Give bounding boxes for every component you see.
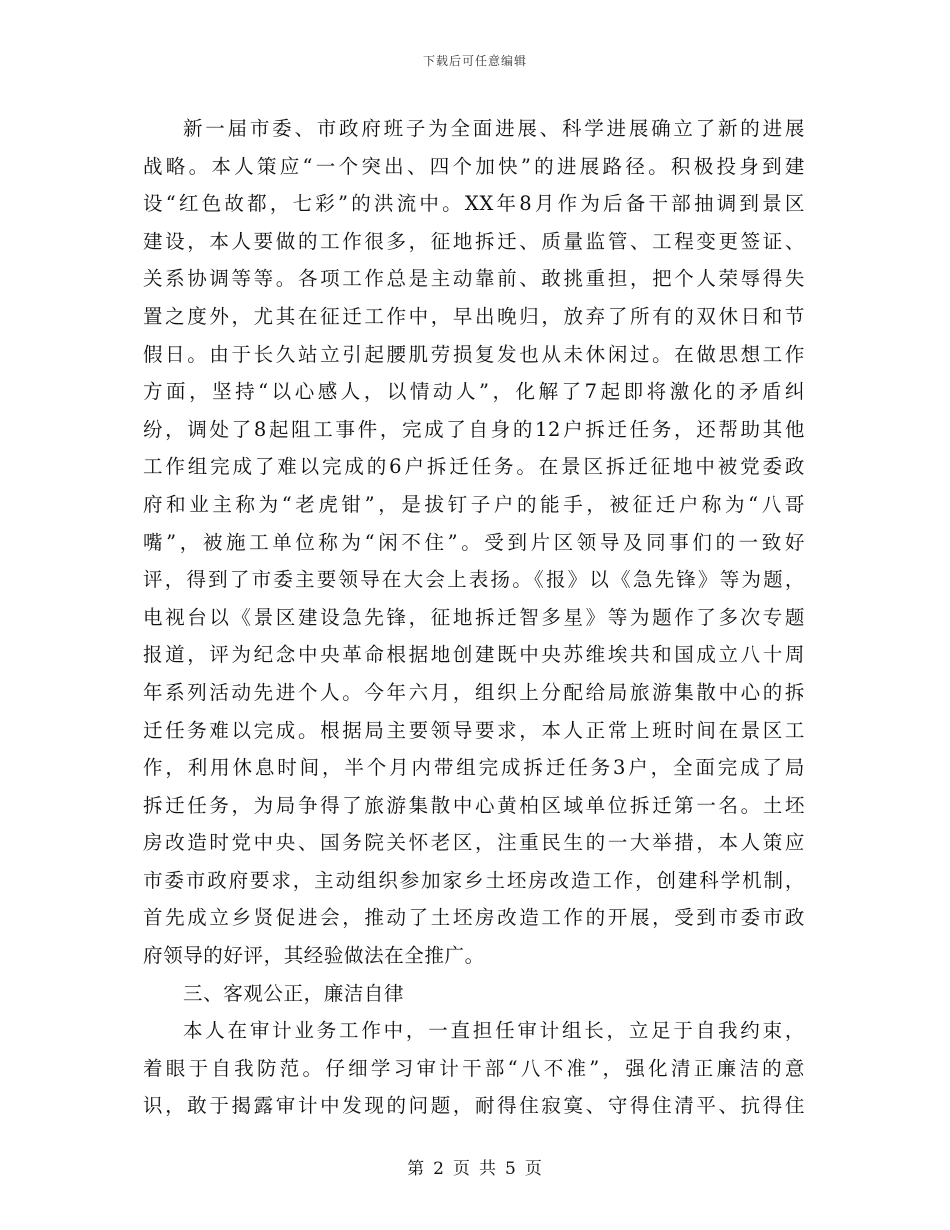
total-page-number: 5 xyxy=(505,1159,517,1179)
text-line: 拆迁任务，为局争得了旅游集散中心黄柏区域单位拆迁第一名。土坯 xyxy=(143,793,805,817)
current-page-number: 2 xyxy=(433,1159,445,1179)
text-line: 本人在审计业务工作中，一直担任审计组长，立足于自我约束， xyxy=(183,1019,805,1043)
text-line: 方面，坚持“以心感人，以情动人”，化解了7起即将激化的矛盾纠 xyxy=(143,380,805,404)
text-line: 建设，本人要做的工作很多，征地拆迁、质量监管、工程变更签证、 xyxy=(143,229,805,253)
text-line: 年系列活动先进个人。今年六月，组织上分配给局旅游集散中心的拆 xyxy=(143,680,805,704)
text-line: 电视台以《景区建设急先锋，征地拆迁智多星》等为题作了多次专题 xyxy=(143,605,805,629)
text-line: 府领导的好评，其经验做法在全推广。 xyxy=(143,944,485,968)
text-line: 首先成立乡贤促进会，推动了土坯房改造工作的开展，受到市委市政 xyxy=(143,906,805,930)
text-line: 工作组完成了难以完成的6户拆迁任务。在景区拆迁征地中被党委政 xyxy=(143,455,805,479)
paragraph-1 xyxy=(143,110,805,975)
text-line: 假日。由于长久站立引起腰肌劳损复发也从未休闲过。在做思想工作 xyxy=(143,342,805,366)
footer-total-label: 共 xyxy=(479,1159,497,1179)
text-line: 迁任务难以完成。根据局主要领导要求，本人正常上班时间在景区工 xyxy=(143,718,805,742)
text-line: 关系协调等等。各项工作总是主动靠前、敢挑重担，把个人荣辱得失 xyxy=(143,267,805,291)
section-heading: 三、客观公正，廉洁自律 xyxy=(183,981,405,1005)
text-line: 纷，调处了8起阻工事件，完成了自身的12户拆迁任务，还帮助其他 xyxy=(143,417,805,441)
document-body xyxy=(143,110,805,1125)
text-line: 评，得到了市委主要领导在大会上表扬。《报》以《急先锋》等为题， xyxy=(143,568,805,592)
paragraph-2 xyxy=(143,1012,805,1125)
text-line: 房改造时党中央、国务院关怀老区，注重民生的一大举措，本人策应 xyxy=(143,831,805,855)
text-line: 作，利用休息时间，半个月内带组完成拆迁任务3户，全面完成了局 xyxy=(143,756,805,780)
footer-suffix: 页 xyxy=(524,1159,543,1179)
text-line: 嘴”，被施工单位称为“闲不住”。受到片区领导及同事们的一致好 xyxy=(143,530,805,554)
text-line: 战略。本人策应“一个突出、四个加快”的进展路径。积极投身到建 xyxy=(143,154,805,178)
text-line: 置之度外，尤其在征迁工作中，早出晚归，放弃了所有的双休日和节 xyxy=(143,304,805,328)
text-line: 府和业主称为“老虎钳”，是拔钉子户的能手，被征迁户称为“八哥 xyxy=(143,492,805,516)
text-line: 识，敢于揭露审计中发现的问题，耐得住寂寞、守得住清平、抗得住 xyxy=(143,1094,805,1118)
footer-prefix: 第 xyxy=(407,1159,426,1179)
text-line: 新一届市委、市政府班子为全面进展、科学进展确立了新的进展 xyxy=(183,117,805,140)
footer-page-label: 页 xyxy=(453,1159,471,1179)
text-line: 市委市政府要求，主动组织参加家乡土坯房改造工作，创建科学机制， xyxy=(143,868,805,892)
text-line: 报道，评为纪念中央革命根据地创建既中央苏维埃共和国成立八十周 xyxy=(143,643,805,667)
text-line: 着眼于自我防范。仔细学习审计干部“八不准”，强化清正廉洁的意 xyxy=(143,1056,805,1080)
page-header: 下载后可任意编辑 xyxy=(422,54,527,68)
text-line: 设“红色故都，七彩”的洪流中。XX年8月作为后备干部抽调到景区 xyxy=(143,192,805,216)
page-number-footer xyxy=(0,1154,950,1179)
